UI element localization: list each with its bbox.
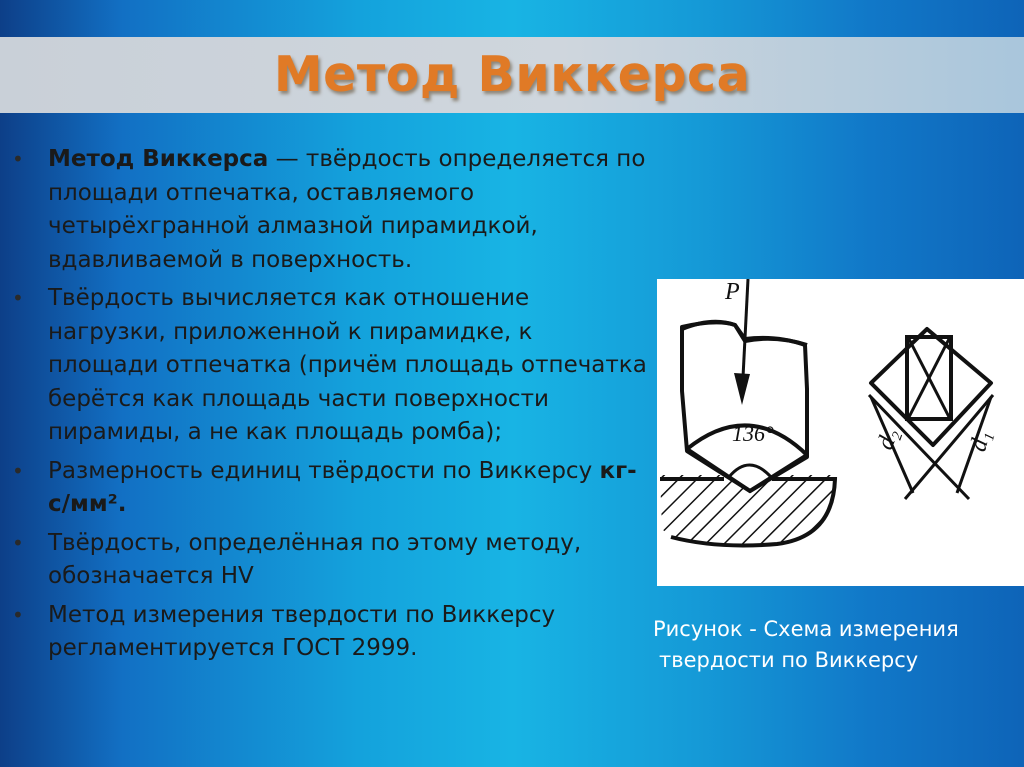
bullet-marker: • <box>12 286 24 310</box>
bullet-item <box>10 527 650 594</box>
bullet-marker: • <box>12 602 24 627</box>
label-d2: d₂ <box>872 425 904 454</box>
bullet-text: — твёрдость определяется по площади отпечатка, оставляемого четырёхгранной алмазной пирамидкой, вдавливаемой в поверхность. <box>48 146 646 273</box>
bullet-list <box>10 143 650 671</box>
caption-line-2: твердости по Виккерсу <box>659 648 919 672</box>
label-force: P <box>725 279 740 305</box>
bullet-bold-unit: кг-с/мм². <box>48 457 637 517</box>
vickers-diagram <box>657 279 1024 586</box>
bullet-marker: • <box>12 530 24 555</box>
bullet-item <box>10 599 650 666</box>
bullet-text: Твёрдость вычисляется как отношение нагрузки, приложенной к пирамидке, к площади отпечатка (причём площадь отпечатка берётся как площадь части поверхности пирамиды, а не как площадь ромба); <box>48 285 647 445</box>
caption-line-1: Рисунок - Схема измерения <box>653 617 959 641</box>
label-d1: d₁ <box>965 427 996 455</box>
bullet-text: Метод измерения твердости по Виккерсу регламентируется ГОСТ 2999. <box>48 601 556 661</box>
vickers-diagram-svg <box>657 279 1024 586</box>
bullet-text: Твёрдость, определённая по этому методу, обозначается HV <box>48 529 582 589</box>
figure-caption <box>653 614 1023 676</box>
bullet-item <box>10 143 650 277</box>
slide-title: Метод Виккерса <box>273 46 751 103</box>
label-angle: 136° <box>732 421 774 446</box>
bullet-item <box>10 282 650 450</box>
indent-diamond <box>871 329 991 445</box>
bullet-item <box>10 455 650 522</box>
bullet-bold-term: Метод Виккерса <box>48 146 269 172</box>
bullet-marker: • <box>12 458 24 483</box>
bullet-text: Размерность единиц твёрдости по Виккерсу <box>48 457 600 484</box>
bullet-marker: • <box>12 147 24 171</box>
